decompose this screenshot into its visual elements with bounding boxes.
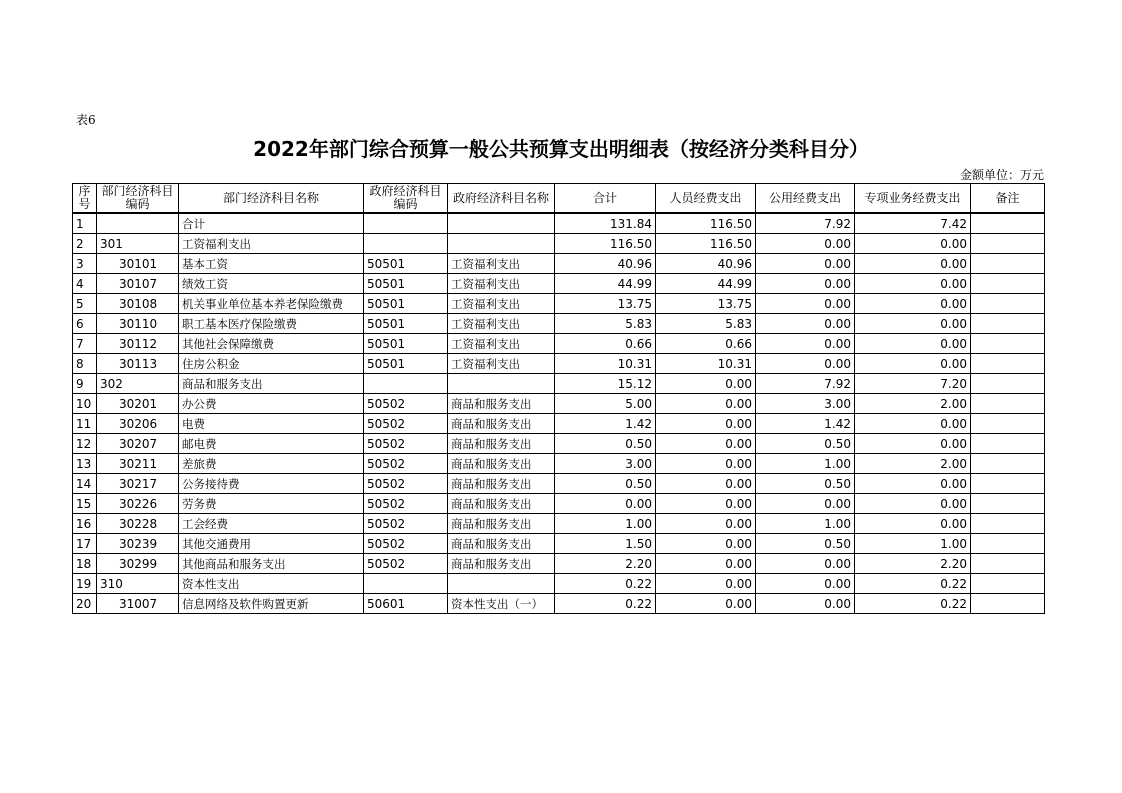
cell-seq: 3 bbox=[73, 254, 97, 274]
cell-dept-name: 商品和服务支出 bbox=[179, 374, 364, 394]
table-row bbox=[73, 594, 1045, 614]
cell-special: 0.22 bbox=[855, 594, 971, 614]
cell-dept-code: 30211 bbox=[97, 454, 179, 474]
cell-public: 1.42 bbox=[756, 414, 855, 434]
cell-personnel: 10.31 bbox=[656, 354, 756, 374]
table-row bbox=[73, 454, 1045, 474]
cell-dept-code: 30112 bbox=[97, 334, 179, 354]
table-row bbox=[73, 213, 1045, 234]
cell-gov-name: 商品和服务支出 bbox=[448, 414, 555, 434]
cell-gov-code bbox=[364, 213, 448, 234]
cell-total: 116.50 bbox=[555, 234, 656, 254]
cell-public: 0.50 bbox=[756, 534, 855, 554]
cell-seq: 4 bbox=[73, 274, 97, 294]
cell-gov-name: 商品和服务支出 bbox=[448, 454, 555, 474]
cell-dept-code: 301 bbox=[97, 234, 179, 254]
cell-special: 0.00 bbox=[855, 474, 971, 494]
table-row bbox=[73, 374, 1045, 394]
table-row bbox=[73, 494, 1045, 514]
cell-remark bbox=[971, 574, 1045, 594]
cell-public: 0.00 bbox=[756, 354, 855, 374]
cell-dept-name: 合计 bbox=[179, 213, 364, 234]
cell-public: 0.00 bbox=[756, 314, 855, 334]
cell-gov-code: 50502 bbox=[364, 414, 448, 434]
cell-gov-name: 工资福利支出 bbox=[448, 334, 555, 354]
cell-personnel: 0.00 bbox=[656, 554, 756, 574]
header-gov-name: 政府经济科目名称 bbox=[448, 184, 555, 214]
cell-total: 13.75 bbox=[555, 294, 656, 314]
cell-public: 0.00 bbox=[756, 294, 855, 314]
cell-special: 2.00 bbox=[855, 454, 971, 474]
table-row bbox=[73, 414, 1045, 434]
table-row bbox=[73, 334, 1045, 354]
cell-public: 0.50 bbox=[756, 474, 855, 494]
cell-dept-name: 信息网络及软件购置更新 bbox=[179, 594, 364, 614]
cell-special: 2.00 bbox=[855, 394, 971, 414]
cell-gov-name: 商品和服务支出 bbox=[448, 514, 555, 534]
cell-special: 0.00 bbox=[855, 254, 971, 274]
cell-gov-name: 商品和服务支出 bbox=[448, 554, 555, 574]
cell-personnel: 0.00 bbox=[656, 494, 756, 514]
cell-seq: 9 bbox=[73, 374, 97, 394]
cell-total: 0.22 bbox=[555, 594, 656, 614]
cell-total: 5.00 bbox=[555, 394, 656, 414]
cell-gov-name: 商品和服务支出 bbox=[448, 494, 555, 514]
cell-gov-name: 商品和服务支出 bbox=[448, 394, 555, 414]
cell-dept-code: 30239 bbox=[97, 534, 179, 554]
cell-remark bbox=[971, 234, 1045, 254]
cell-seq: 6 bbox=[73, 314, 97, 334]
cell-dept-code: 30110 bbox=[97, 314, 179, 334]
cell-gov-code: 50501 bbox=[364, 314, 448, 334]
cell-total: 10.31 bbox=[555, 354, 656, 374]
cell-total: 0.50 bbox=[555, 434, 656, 454]
cell-dept-name: 其他交通费用 bbox=[179, 534, 364, 554]
cell-total: 15.12 bbox=[555, 374, 656, 394]
table-row bbox=[73, 294, 1045, 314]
cell-gov-code: 50502 bbox=[364, 434, 448, 454]
cell-gov-code: 50502 bbox=[364, 394, 448, 414]
header-seq: 序号 bbox=[73, 184, 97, 214]
cell-public: 0.00 bbox=[756, 254, 855, 274]
cell-gov-name: 工资福利支出 bbox=[448, 354, 555, 374]
cell-special: 7.20 bbox=[855, 374, 971, 394]
table-label: 表6 bbox=[76, 113, 96, 127]
cell-public: 1.00 bbox=[756, 454, 855, 474]
cell-personnel: 44.99 bbox=[656, 274, 756, 294]
cell-gov-name: 工资福利支出 bbox=[448, 254, 555, 274]
cell-dept-name: 基本工资 bbox=[179, 254, 364, 274]
header-public: 公用经费支出 bbox=[756, 184, 855, 214]
cell-personnel: 0.00 bbox=[656, 514, 756, 534]
cell-seq: 18 bbox=[73, 554, 97, 574]
cell-seq: 7 bbox=[73, 334, 97, 354]
cell-total: 1.42 bbox=[555, 414, 656, 434]
cell-dept-name: 其他社会保障缴费 bbox=[179, 334, 364, 354]
cell-seq: 8 bbox=[73, 354, 97, 374]
cell-dept-code: 310 bbox=[97, 574, 179, 594]
cell-public: 0.00 bbox=[756, 574, 855, 594]
cell-special: 0.00 bbox=[855, 354, 971, 374]
cell-dept-name: 电费 bbox=[179, 414, 364, 434]
table-row bbox=[73, 574, 1045, 594]
cell-public: 0.00 bbox=[756, 234, 855, 254]
expenditure-table bbox=[72, 183, 1045, 614]
cell-public: 7.92 bbox=[756, 374, 855, 394]
cell-dept-name: 资本性支出 bbox=[179, 574, 364, 594]
cell-personnel: 116.50 bbox=[656, 213, 756, 234]
cell-dept-name: 机关事业单位基本养老保险缴费 bbox=[179, 294, 364, 314]
cell-dept-code: 30201 bbox=[97, 394, 179, 414]
cell-seq: 14 bbox=[73, 474, 97, 494]
cell-total: 0.66 bbox=[555, 334, 656, 354]
cell-gov-code: 50601 bbox=[364, 594, 448, 614]
cell-remark bbox=[971, 354, 1045, 374]
cell-gov-code: 50502 bbox=[364, 474, 448, 494]
cell-public: 0.00 bbox=[756, 494, 855, 514]
cell-gov-name bbox=[448, 374, 555, 394]
cell-remark bbox=[971, 254, 1045, 274]
cell-public: 0.00 bbox=[756, 594, 855, 614]
header-gov-code: 政府经济科目编码 bbox=[364, 184, 448, 214]
header-remark: 备注 bbox=[971, 184, 1045, 214]
cell-gov-name: 工资福利支出 bbox=[448, 274, 555, 294]
cell-gov-name bbox=[448, 574, 555, 594]
cell-gov-code bbox=[364, 234, 448, 254]
cell-seq: 1 bbox=[73, 213, 97, 234]
cell-personnel: 0.00 bbox=[656, 534, 756, 554]
cell-personnel: 0.00 bbox=[656, 414, 756, 434]
cell-dept-name: 工资福利支出 bbox=[179, 234, 364, 254]
cell-gov-code: 50501 bbox=[364, 274, 448, 294]
cell-personnel: 40.96 bbox=[656, 254, 756, 274]
cell-dept-code: 30299 bbox=[97, 554, 179, 574]
cell-special: 1.00 bbox=[855, 534, 971, 554]
cell-gov-name: 资本性支出（一） bbox=[448, 594, 555, 614]
cell-dept-code: 30108 bbox=[97, 294, 179, 314]
cell-gov-code: 50502 bbox=[364, 514, 448, 534]
cell-public: 0.00 bbox=[756, 274, 855, 294]
cell-total: 0.22 bbox=[555, 574, 656, 594]
cell-special: 0.00 bbox=[855, 294, 971, 314]
cell-remark bbox=[971, 274, 1045, 294]
cell-dept-code: 30107 bbox=[97, 274, 179, 294]
cell-seq: 13 bbox=[73, 454, 97, 474]
table-row bbox=[73, 254, 1045, 274]
cell-remark bbox=[971, 294, 1045, 314]
cell-seq: 19 bbox=[73, 574, 97, 594]
cell-remark bbox=[971, 514, 1045, 534]
cell-dept-code bbox=[97, 213, 179, 234]
cell-gov-code: 50502 bbox=[364, 554, 448, 574]
cell-dept-code: 31007 bbox=[97, 594, 179, 614]
cell-total: 2.20 bbox=[555, 554, 656, 574]
cell-dept-name: 办公费 bbox=[179, 394, 364, 414]
cell-dept-code: 30113 bbox=[97, 354, 179, 374]
cell-total: 0.50 bbox=[555, 474, 656, 494]
cell-total: 1.00 bbox=[555, 514, 656, 534]
cell-total: 0.00 bbox=[555, 494, 656, 514]
cell-dept-code: 30217 bbox=[97, 474, 179, 494]
header-row bbox=[73, 184, 1045, 214]
cell-gov-name bbox=[448, 234, 555, 254]
cell-gov-name: 商品和服务支出 bbox=[448, 434, 555, 454]
cell-dept-name: 公务接待费 bbox=[179, 474, 364, 494]
cell-remark bbox=[971, 434, 1045, 454]
cell-special: 7.42 bbox=[855, 213, 971, 234]
cell-gov-code bbox=[364, 374, 448, 394]
table-row bbox=[73, 434, 1045, 454]
cell-remark bbox=[971, 394, 1045, 414]
cell-personnel: 0.66 bbox=[656, 334, 756, 354]
cell-special: 0.22 bbox=[855, 574, 971, 594]
cell-dept-name: 住房公积金 bbox=[179, 354, 364, 374]
cell-gov-name: 工资福利支出 bbox=[448, 314, 555, 334]
table-row bbox=[73, 394, 1045, 414]
cell-remark bbox=[971, 213, 1045, 234]
cell-special: 2.20 bbox=[855, 554, 971, 574]
cell-dept-name: 职工基本医疗保险缴费 bbox=[179, 314, 364, 334]
cell-personnel: 13.75 bbox=[656, 294, 756, 314]
cell-special: 0.00 bbox=[855, 434, 971, 454]
cell-gov-name: 商品和服务支出 bbox=[448, 534, 555, 554]
cell-special: 0.00 bbox=[855, 234, 971, 254]
amount-unit: 金额单位：万元 bbox=[959, 168, 1044, 182]
cell-personnel: 0.00 bbox=[656, 374, 756, 394]
cell-gov-code: 50502 bbox=[364, 494, 448, 514]
cell-dept-name: 工会经费 bbox=[179, 514, 364, 534]
cell-remark bbox=[971, 334, 1045, 354]
cell-gov-name: 工资福利支出 bbox=[448, 294, 555, 314]
cell-public: 1.00 bbox=[756, 514, 855, 534]
cell-gov-name: 商品和服务支出 bbox=[448, 474, 555, 494]
cell-dept-name: 邮电费 bbox=[179, 434, 364, 454]
table-row bbox=[73, 234, 1045, 254]
cell-personnel: 0.00 bbox=[656, 574, 756, 594]
cell-personnel: 5.83 bbox=[656, 314, 756, 334]
cell-dept-code: 30206 bbox=[97, 414, 179, 434]
cell-seq: 5 bbox=[73, 294, 97, 314]
cell-special: 0.00 bbox=[855, 414, 971, 434]
cell-remark bbox=[971, 474, 1045, 494]
header-dept-name: 部门经济科目名称 bbox=[179, 184, 364, 214]
cell-total: 44.99 bbox=[555, 274, 656, 294]
cell-public: 3.00 bbox=[756, 394, 855, 414]
table-row bbox=[73, 354, 1045, 374]
header-special: 专项业务经费支出 bbox=[855, 184, 971, 214]
cell-seq: 2 bbox=[73, 234, 97, 254]
cell-gov-code: 50501 bbox=[364, 334, 448, 354]
cell-total: 5.83 bbox=[555, 314, 656, 334]
table-row bbox=[73, 554, 1045, 574]
cell-dept-name: 劳务费 bbox=[179, 494, 364, 514]
cell-remark bbox=[971, 374, 1045, 394]
cell-gov-name bbox=[448, 213, 555, 234]
cell-total: 131.84 bbox=[555, 213, 656, 234]
header-dept-code: 部门经济科目编码 bbox=[97, 184, 179, 214]
cell-special: 0.00 bbox=[855, 514, 971, 534]
cell-dept-code: 30207 bbox=[97, 434, 179, 454]
cell-dept-code: 302 bbox=[97, 374, 179, 394]
cell-dept-code: 30228 bbox=[97, 514, 179, 534]
cell-dept-name: 绩效工资 bbox=[179, 274, 364, 294]
cell-remark bbox=[971, 414, 1045, 434]
cell-special: 0.00 bbox=[855, 274, 971, 294]
cell-remark bbox=[971, 314, 1045, 334]
table-row bbox=[73, 314, 1045, 334]
cell-seq: 15 bbox=[73, 494, 97, 514]
cell-remark bbox=[971, 554, 1045, 574]
cell-dept-name: 其他商品和服务支出 bbox=[179, 554, 364, 574]
cell-total: 3.00 bbox=[555, 454, 656, 474]
cell-dept-name: 差旅费 bbox=[179, 454, 364, 474]
cell-remark bbox=[971, 594, 1045, 614]
cell-public: 0.00 bbox=[756, 334, 855, 354]
cell-remark bbox=[971, 494, 1045, 514]
cell-public: 7.92 bbox=[756, 213, 855, 234]
cell-personnel: 0.00 bbox=[656, 434, 756, 454]
cell-gov-code: 50501 bbox=[364, 354, 448, 374]
cell-seq: 16 bbox=[73, 514, 97, 534]
page-title: 2022年部门综合预算一般公共预算支出明细表（按经济分类科目分） bbox=[253, 137, 869, 161]
table-row bbox=[73, 474, 1045, 494]
cell-seq: 12 bbox=[73, 434, 97, 454]
cell-seq: 11 bbox=[73, 414, 97, 434]
cell-personnel: 116.50 bbox=[656, 234, 756, 254]
table-row bbox=[73, 514, 1045, 534]
cell-remark bbox=[971, 534, 1045, 554]
table-row bbox=[73, 534, 1045, 554]
cell-dept-code: 30101 bbox=[97, 254, 179, 274]
cell-personnel: 0.00 bbox=[656, 474, 756, 494]
cell-gov-code: 50501 bbox=[364, 294, 448, 314]
cell-special: 0.00 bbox=[855, 314, 971, 334]
cell-public: 0.00 bbox=[756, 554, 855, 574]
cell-total: 40.96 bbox=[555, 254, 656, 274]
cell-personnel: 0.00 bbox=[656, 594, 756, 614]
cell-seq: 10 bbox=[73, 394, 97, 414]
cell-seq: 20 bbox=[73, 594, 97, 614]
cell-dept-code: 30226 bbox=[97, 494, 179, 514]
cell-total: 1.50 bbox=[555, 534, 656, 554]
header-total: 合计 bbox=[555, 184, 656, 214]
cell-personnel: 0.00 bbox=[656, 454, 756, 474]
cell-gov-code: 50501 bbox=[364, 254, 448, 274]
header-personnel: 人员经费支出 bbox=[656, 184, 756, 214]
cell-remark bbox=[971, 454, 1045, 474]
cell-seq: 17 bbox=[73, 534, 97, 554]
cell-public: 0.50 bbox=[756, 434, 855, 454]
cell-gov-code: 50502 bbox=[364, 534, 448, 554]
table-row bbox=[73, 274, 1045, 294]
cell-gov-code: 50502 bbox=[364, 454, 448, 474]
cell-personnel: 0.00 bbox=[656, 394, 756, 414]
cell-gov-code bbox=[364, 574, 448, 594]
cell-special: 0.00 bbox=[855, 334, 971, 354]
cell-special: 0.00 bbox=[855, 494, 971, 514]
